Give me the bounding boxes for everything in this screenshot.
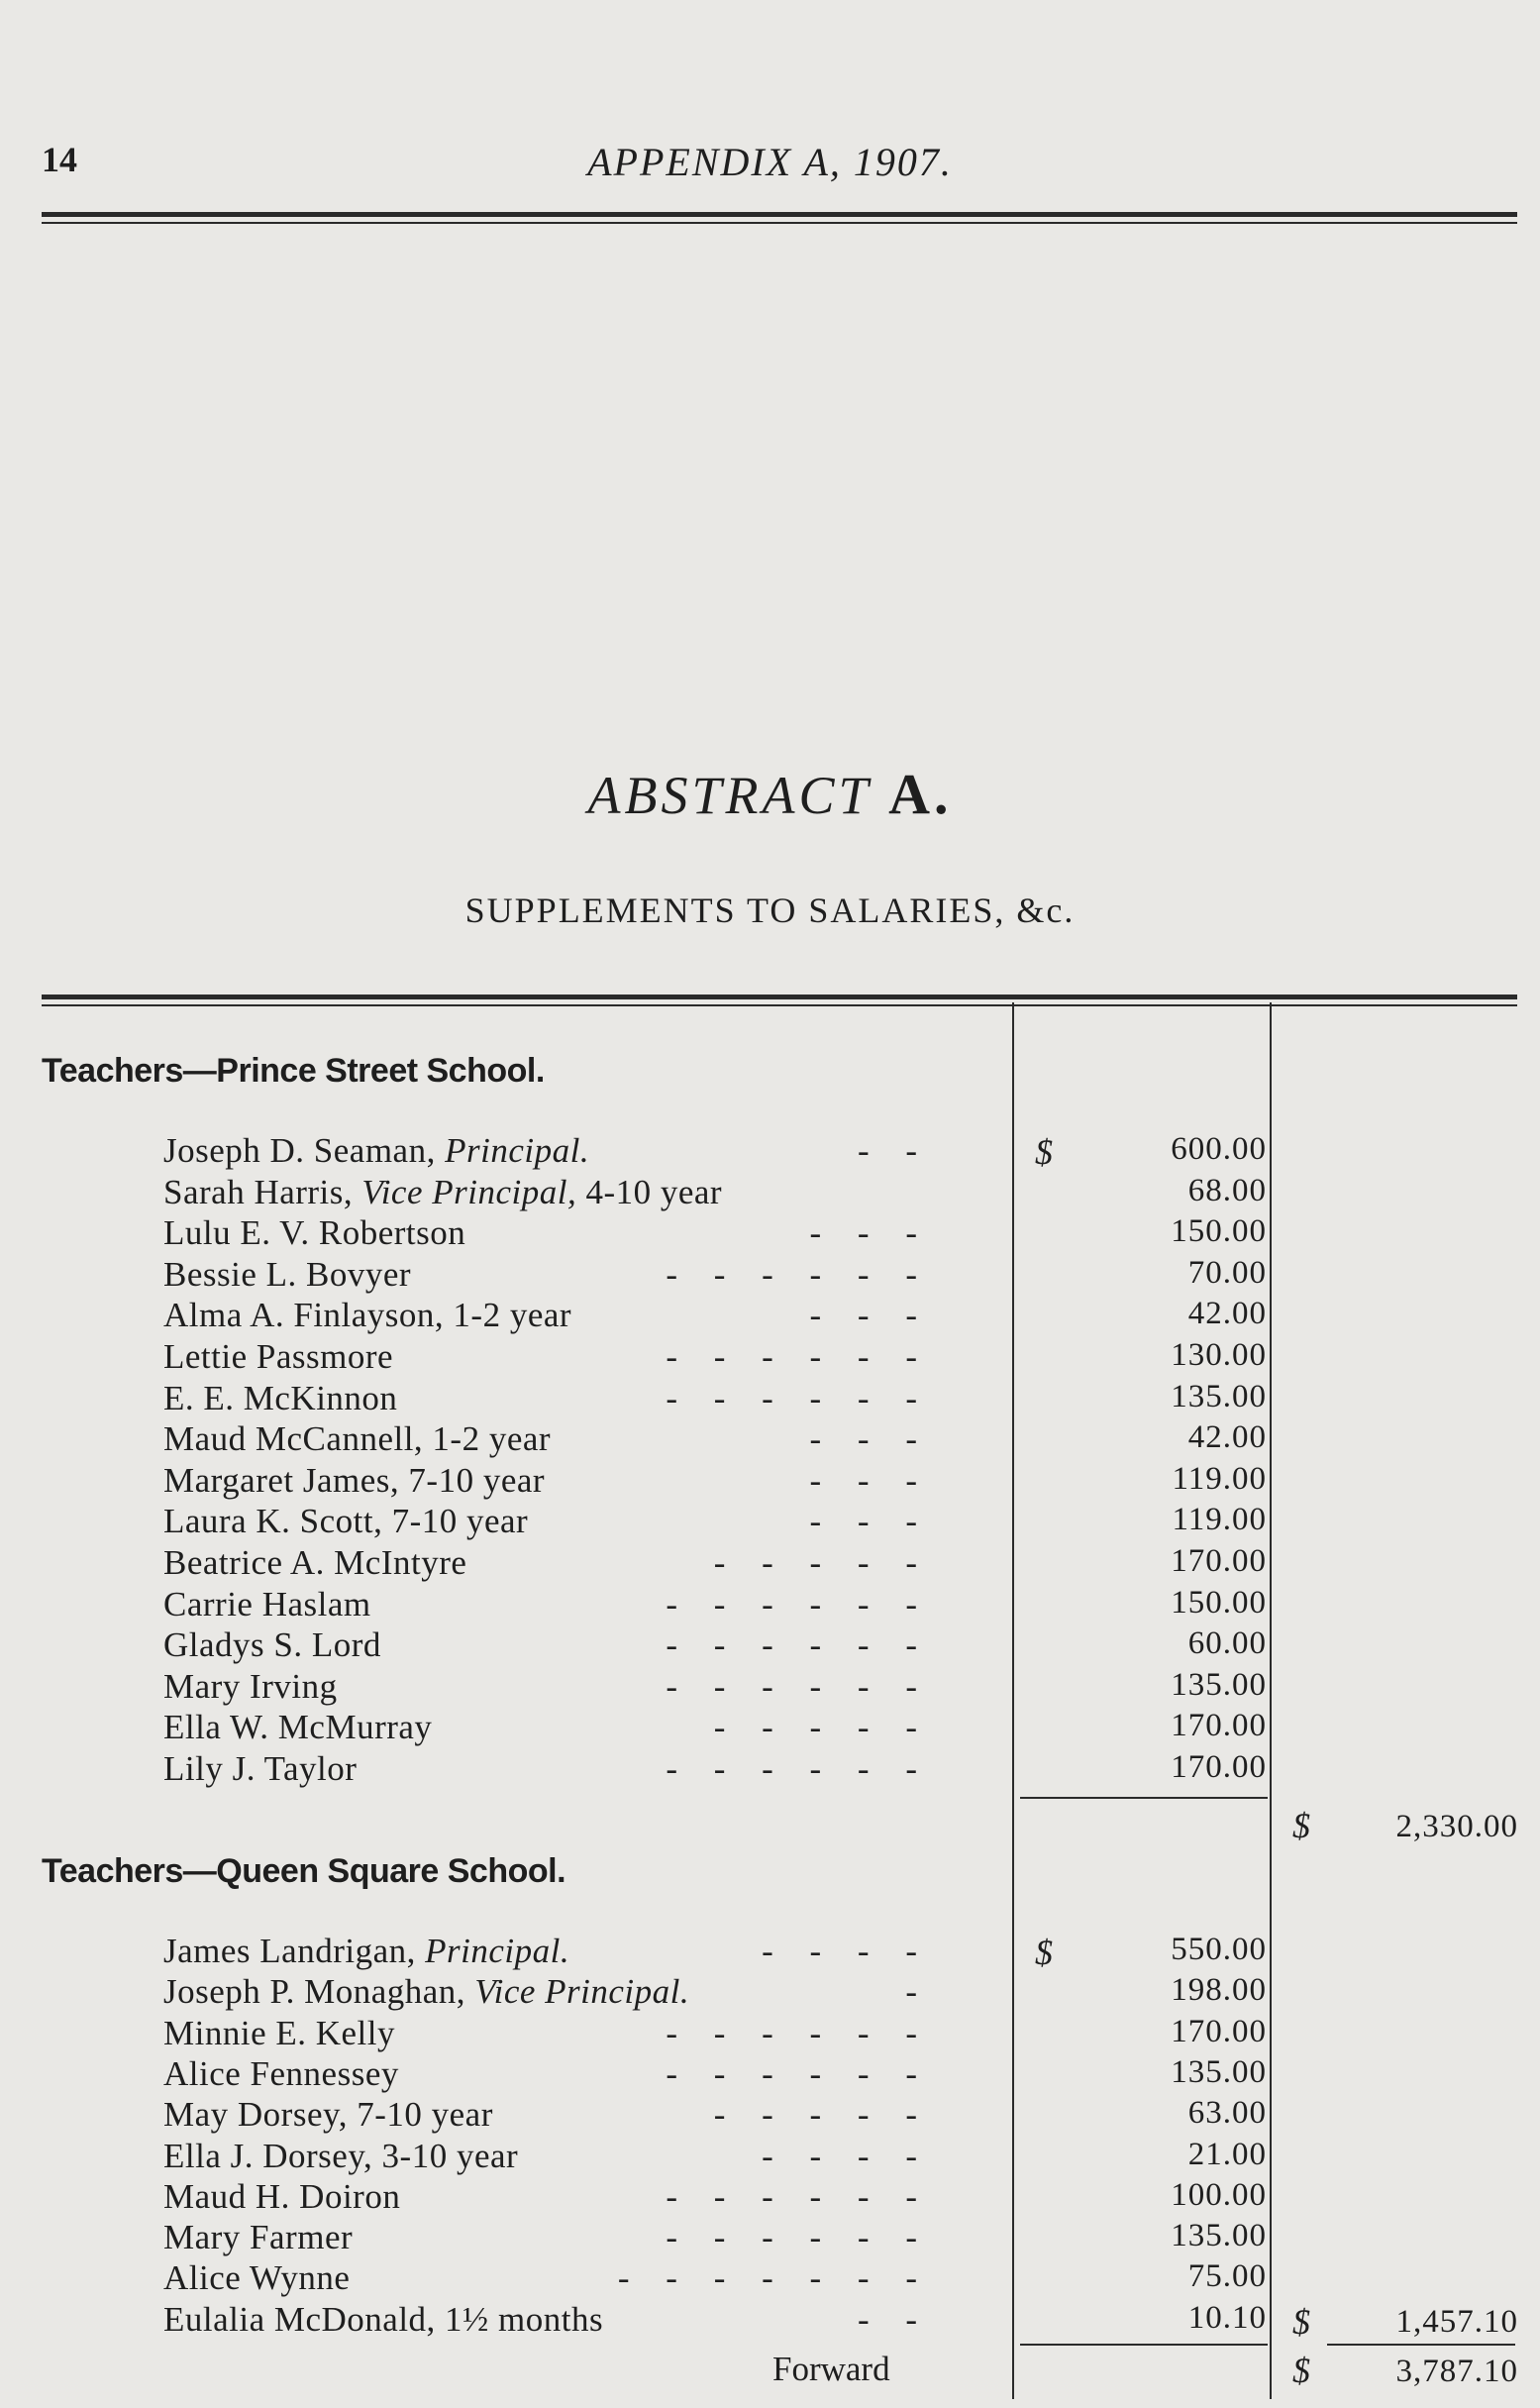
dollar-sign: $ — [1035, 1132, 1053, 1172]
teacher-name-text: May Dorsey, 7-10 year — [163, 2095, 493, 2135]
teacher-suffix: 4-10 year — [576, 1172, 723, 1211]
dot-leader: - - - - - - — [666, 2176, 931, 2216]
teacher-name-text: Beatrice A. McIntyre — [163, 1543, 467, 1582]
dot-leader: - - - - - - - — [617, 2258, 931, 2298]
dot-leader: - - - — [809, 1296, 931, 1335]
dot-leader: - - - - - — [713, 1708, 931, 1747]
salary-amount: 170.00 — [1171, 1749, 1267, 1785]
table-row — [0, 1972, 1540, 2014]
forward-dollar: $ — [1292, 2351, 1310, 2390]
forward-rule — [1020, 2344, 1268, 2346]
teacher-name — [163, 2054, 399, 2094]
teacher-name-text: Sarah Harris, — [163, 1172, 362, 1211]
table-row — [0, 1502, 1540, 1543]
teacher-name-text: E. E. McKinnon — [163, 1378, 398, 1417]
table-row — [0, 1379, 1540, 1420]
salary-amount: 42.00 — [1187, 1296, 1267, 1332]
table-row — [0, 1213, 1540, 1255]
table-row — [0, 1708, 1540, 1749]
teacher-name-text: Lettie Passmore — [163, 1337, 394, 1376]
teacher-role: Principal. — [425, 1932, 570, 1970]
dot-leader: - - - - - - — [666, 1584, 931, 1623]
table-row — [0, 1585, 1540, 1626]
table-row — [0, 1337, 1540, 1379]
page-number: 14 — [42, 140, 77, 179]
salary-amount: 150.00 — [1171, 1584, 1267, 1621]
dot-leader: - - - — [809, 1460, 931, 1500]
table-row — [0, 1419, 1540, 1461]
salary-amount: 75.00 — [1187, 2258, 1267, 2295]
salary-amount: 150.00 — [1171, 1213, 1267, 1250]
table-row — [0, 1543, 1540, 1585]
table-row — [0, 1131, 1540, 1173]
teacher-name-text: Carrie Haslam — [163, 1584, 371, 1623]
salary-amount: 10.10 — [1187, 2299, 1267, 2336]
teacher-name — [163, 1585, 371, 1624]
dot-leader: - - - - - - — [666, 1378, 931, 1417]
salary-amount: 170.00 — [1171, 1543, 1267, 1579]
table-top-rule — [42, 995, 1517, 999]
table-row — [0, 2054, 1540, 2096]
salary-amount: 135.00 — [1171, 1378, 1267, 1414]
dot-leader: - - - - - — [713, 2095, 931, 2135]
dot-leader: - - - - - - — [666, 1666, 931, 1706]
teacher-name — [163, 1419, 551, 1459]
section-heading-queen-square: Teachers—Queen Square School. — [42, 1852, 566, 1890]
dot-leader: - - - - - - — [666, 1749, 931, 1788]
salary-amount: 70.00 — [1187, 1254, 1267, 1291]
dot-leader: - - - - - — [713, 1543, 931, 1582]
forward-total: 3,787.10 — [1395, 2354, 1518, 2389]
salary-amount: 68.00 — [1187, 1172, 1267, 1208]
teacher-name-text: Ella J. Dorsey, 3-10 year — [163, 2136, 519, 2175]
teacher-name — [163, 1749, 357, 1789]
teacher-name-text: Margaret James, 7-10 year — [163, 1460, 546, 1500]
teacher-name — [163, 2258, 350, 2298]
table-top-rule-thin — [42, 1004, 1517, 1006]
dot-leader: - - - - - - — [666, 1625, 931, 1665]
table-row — [0, 2218, 1540, 2259]
subtotal-rule-prince — [1020, 1797, 1268, 1799]
salary-amount: 119.00 — [1172, 1502, 1267, 1538]
dot-leader: - - - - - - — [666, 1254, 931, 1294]
dot-leader: - - - - — [762, 1932, 931, 1970]
dot-leader: - - - — [809, 1419, 931, 1459]
table-row — [0, 2095, 1540, 2137]
table-row — [0, 1461, 1540, 1503]
prince-total: 2,330.00 — [1395, 1809, 1518, 1844]
teacher-name-text: Ella W. McMurray — [163, 1708, 433, 1747]
prince-total-dollar: $ — [1292, 1806, 1310, 1845]
table-row — [0, 1296, 1540, 1337]
teacher-name — [163, 2137, 518, 2176]
forward-label: Forward — [772, 2350, 890, 2388]
salary-amount: 198.00 — [1171, 1972, 1267, 2009]
table-row — [0, 2258, 1540, 2300]
teacher-name-text: Alma A. Finlayson, 1-2 year — [163, 1296, 572, 1335]
abstract-subtitle: SUPPLEMENTS TO SALARIES, &c. — [464, 890, 1076, 930]
teacher-name — [163, 1337, 393, 1377]
section-heading-prince-street: Teachers—Prince Street School. — [42, 1052, 545, 1090]
teacher-name — [163, 1461, 545, 1501]
teacher-name-text: Alice Fennessey — [163, 2053, 399, 2093]
salary-amount: 63.00 — [1187, 2095, 1267, 2132]
table-row — [0, 1932, 1540, 1973]
teacher-name-text: Lily J. Taylor — [163, 1749, 358, 1788]
header-rule — [42, 212, 1517, 217]
teacher-name-text: Gladys S. Lord — [163, 1625, 381, 1665]
queen-total-dollar: $ — [1292, 2302, 1310, 2342]
teacher-name — [163, 1932, 569, 1971]
table-row — [0, 2177, 1540, 2219]
salary-amount: 130.00 — [1171, 1337, 1267, 1373]
table-row — [0, 1173, 1540, 1214]
teacher-name-text: Mary Farmer — [163, 2218, 354, 2257]
teacher-name-text: Joseph P. Monaghan, — [163, 1972, 475, 2012]
dot-leader: - - - - - - — [666, 1337, 931, 1376]
salary-amount: 60.00 — [1187, 1625, 1267, 1662]
teacher-name-text: Maud McCannell, 1-2 year — [163, 1419, 552, 1459]
dollar-sign: $ — [1035, 1933, 1053, 1972]
dot-leader: - - — [857, 2299, 931, 2339]
queen-total-rule — [1327, 2344, 1515, 2346]
teacher-role: Vice Principal, — [361, 1172, 577, 1211]
dot-leader: - - - — [809, 1502, 931, 1541]
teacher-name — [163, 1543, 466, 1583]
running-head: APPENDIX A, 1907. — [587, 140, 953, 184]
teacher-role: Principal. — [445, 1131, 590, 1170]
teacher-name-text: James Landrigan, — [163, 1932, 426, 1970]
dot-leader: - - — [857, 1131, 931, 1170]
salary-amount: 170.00 — [1171, 2013, 1267, 2049]
salary-amount: 600.00 — [1171, 1131, 1267, 1167]
teacher-name — [163, 1708, 432, 1747]
teacher-name — [163, 2095, 493, 2135]
teacher-name-text: Laura K. Scott, 7-10 year — [163, 1502, 529, 1541]
salary-amount: 21.00 — [1187, 2136, 1267, 2172]
dot-leader: - - - - — [762, 2136, 931, 2175]
salary-amount: 42.00 — [1187, 1419, 1267, 1456]
header-rule-thin — [42, 222, 1517, 224]
abstract-title-word: ABSTRACT — [587, 766, 872, 825]
abstract-title — [0, 761, 1540, 827]
table-row — [0, 1625, 1540, 1667]
teacher-name-text: Maud H. Doiron — [163, 2176, 401, 2216]
teacher-name-text: Eulalia McDonald, 1½ months — [163, 2299, 604, 2339]
table-row — [0, 1749, 1540, 1791]
teacher-role: Vice Principal. — [474, 1972, 690, 2012]
teacher-name-text: Minnie E. Kelly — [163, 2013, 395, 2052]
teacher-name — [163, 1213, 465, 1253]
salary-amount: 135.00 — [1171, 1666, 1267, 1703]
teacher-name-text: Alice Wynne — [163, 2258, 351, 2298]
salary-amount: 100.00 — [1171, 2176, 1267, 2213]
dot-leader: - - - — [809, 1213, 931, 1253]
table-row — [0, 1255, 1540, 1297]
dot-leader: - - - - - - — [666, 2053, 931, 2093]
salary-amount: 135.00 — [1171, 2218, 1267, 2254]
teacher-name — [163, 1379, 397, 1418]
teacher-name — [163, 2218, 353, 2257]
teacher-name-text: Bessie L. Bovyer — [163, 1254, 412, 1294]
teacher-name — [163, 1173, 722, 1212]
teacher-name — [163, 2177, 400, 2217]
salary-amount: 170.00 — [1171, 1708, 1267, 1744]
table-row — [0, 2137, 1540, 2178]
teacher-name — [163, 1625, 381, 1665]
teacher-name — [163, 2014, 395, 2053]
table-row — [0, 1667, 1540, 1709]
teacher-name — [163, 1255, 411, 1295]
table-row — [0, 2014, 1540, 2055]
salary-amount: 119.00 — [1172, 1460, 1267, 1497]
teacher-name-text: Joseph D. Seaman, — [163, 1131, 446, 1170]
salary-amount: 550.00 — [1171, 1932, 1267, 1967]
dot-leader: - — [905, 1972, 931, 2012]
dot-leader: - - - - - - — [666, 2013, 931, 2052]
teacher-name — [163, 1296, 571, 1335]
teacher-name — [163, 1502, 528, 1541]
dot-leader: - - - - - - — [666, 2218, 931, 2257]
queen-total: 1,457.10 — [1395, 2304, 1518, 2340]
teacher-name-text: Mary Irving — [163, 1666, 338, 1706]
teacher-name — [163, 1667, 338, 1707]
abstract-title-punct: . — [933, 762, 953, 826]
teacher-name-text: Lulu E. V. Robertson — [163, 1213, 466, 1253]
salary-amount: 135.00 — [1171, 2053, 1267, 2090]
abstract-title-letter: A — [888, 762, 934, 826]
